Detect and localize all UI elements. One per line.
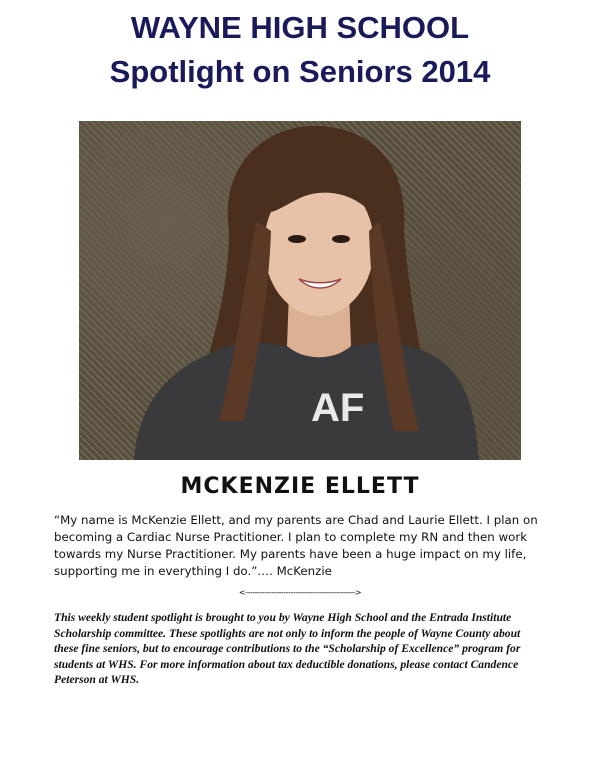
student-quote: “My name is McKenzie Ellett, and my parents are Chad and Laurie Ellett. I plan on becoming a Cardiac Nurse Practitioner. I plan to complete my RN and then work towards my Nurse Practitioner. My parents have been a huge impact on my life, supporting me in everything I do.”…. McKenzie [54,513,538,578]
left-eye [288,235,306,243]
footer-note: This weekly student spotlight is brought to you by Wayne High School and the Entrada Institute Scholarship committee. These spotlights are not only to inform the people of Wayne County about these fine seniors, but to encourage contributions to the “Scholarship of Excellence” program for students at WHS. For more information about tax deductible donations, please contact Candence Peterson at WHS. [54,611,521,686]
header-title-line1: WAYNE HIGH SCHOOL [130,10,470,45]
shirt-text: AF [311,386,365,430]
student-portrait-illustration [79,121,521,460]
student-name: MCKENZIE ELLETT [180,474,420,499]
shirt-shape [134,343,479,460]
right-eye [332,235,350,243]
divider-arrow: <----------------------------------------------> [238,588,362,597]
header-title-line2: Spotlight on Seniors 2014 [109,54,491,89]
student-photo [79,121,521,460]
